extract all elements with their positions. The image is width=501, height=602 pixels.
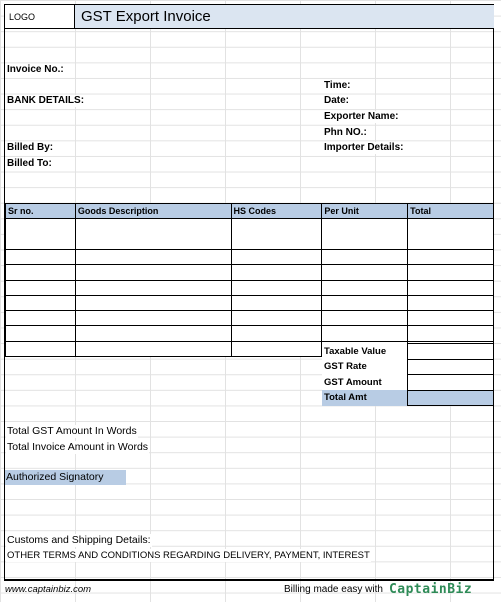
table-row [6, 219, 494, 250]
billed-by-label: Billed By: [7, 142, 54, 153]
totals-row [322, 344, 494, 360]
table-cell[interactable] [75, 341, 231, 356]
table-cell[interactable] [231, 295, 322, 310]
table-cell[interactable] [231, 280, 322, 295]
table-cell[interactable] [322, 295, 408, 310]
logo-cell: LOGO [5, 5, 75, 29]
col-per-unit: Per Unit [322, 204, 408, 219]
gst-rate-label: GST Rate [324, 361, 367, 373]
table-cell[interactable] [408, 311, 494, 326]
taxable-value-label: Taxable Value [324, 345, 387, 357]
col-goods-description: Goods Description [75, 204, 231, 219]
col-hs-codes: HS Codes [231, 204, 322, 219]
invoice-title: GST Export Invoice [75, 5, 494, 29]
website-link[interactable]: www.captainbiz.com [5, 584, 92, 595]
table-cell[interactable] [6, 326, 76, 341]
table-cell[interactable] [75, 311, 231, 326]
taxable-value-cell[interactable] [408, 344, 494, 360]
table-row [6, 280, 494, 295]
gst-rate-cell[interactable] [408, 359, 494, 375]
tagline: Billing made easy with [284, 584, 383, 595]
table-cell[interactable] [75, 250, 231, 265]
table-cell[interactable] [322, 326, 408, 341]
table-cell[interactable] [408, 295, 494, 310]
table-cell[interactable] [408, 219, 494, 250]
table-cell[interactable] [6, 250, 76, 265]
table-row [6, 326, 494, 341]
table-cell[interactable] [231, 250, 322, 265]
table-row [6, 250, 494, 265]
totals-row [322, 375, 494, 391]
col-total: Total [408, 204, 494, 219]
items-table [5, 203, 494, 357]
total-amt-label: Total Amt [322, 390, 408, 406]
brand-logo: CaptainBiz [388, 582, 473, 597]
table-cell[interactable] [6, 280, 76, 295]
table-cell[interactable] [408, 265, 494, 280]
col-sr-no: Sr no. [6, 204, 76, 219]
table-cell[interactable] [75, 326, 231, 341]
totals-row [322, 359, 494, 375]
table-cell[interactable] [75, 265, 231, 280]
footer-divider [4, 580, 494, 581]
table-cell[interactable] [231, 265, 322, 280]
table-header-row [6, 204, 494, 219]
table-cell[interactable] [322, 250, 408, 265]
table-cell[interactable] [6, 311, 76, 326]
table-cell[interactable] [408, 326, 494, 341]
table-cell[interactable] [6, 341, 76, 356]
table-cell[interactable] [231, 326, 322, 341]
table-cell[interactable] [231, 311, 322, 326]
table-cell[interactable] [75, 219, 231, 250]
gst-amount-label: GST Amount [324, 376, 382, 388]
billed-to-label: Billed To: [7, 158, 52, 169]
total-amt-cell[interactable] [408, 390, 494, 406]
phone-label: Phn NO.: [324, 127, 367, 138]
gst-amount-cell[interactable] [408, 375, 494, 391]
table-row [6, 265, 494, 280]
table-row [6, 311, 494, 326]
table-cell[interactable] [322, 219, 408, 250]
table-cell[interactable] [75, 280, 231, 295]
bank-details-label: BANK DETAILS: [7, 95, 85, 106]
footer-branding [284, 582, 472, 597]
exporter-name-label: Exporter Name: [324, 111, 399, 122]
customs-label: Customs and Shipping Details: [7, 534, 151, 546]
table-cell[interactable] [231, 219, 322, 250]
table-cell[interactable] [322, 311, 408, 326]
table-cell[interactable] [408, 280, 494, 295]
invoice-no-label: Invoice No.: [7, 64, 64, 75]
time-label: Time: [324, 80, 351, 91]
table-cell[interactable] [6, 265, 76, 280]
table-cell[interactable] [231, 341, 322, 356]
table-cell[interactable] [6, 219, 76, 250]
table-cell[interactable] [322, 280, 408, 295]
gst-words-label: Total GST Amount In Words [7, 425, 137, 437]
table-cell[interactable] [6, 295, 76, 310]
date-label: Date: [324, 95, 350, 106]
table-row [6, 295, 494, 310]
table-cell[interactable] [75, 295, 231, 310]
invoice-words-label: Total Invoice Amount in Words [7, 441, 149, 453]
totals-table [322, 343, 494, 406]
table-cell[interactable] [408, 250, 494, 265]
importer-details-label: Importer Details: [324, 142, 404, 153]
table-cell[interactable] [322, 265, 408, 280]
authorized-signatory: Authorized Signatory [5, 470, 126, 485]
totals-row [322, 390, 494, 406]
terms-label: OTHER TERMS AND CONDITIONS REGARDING DELIVERY, PAYMENT, INTEREST [7, 550, 370, 561]
